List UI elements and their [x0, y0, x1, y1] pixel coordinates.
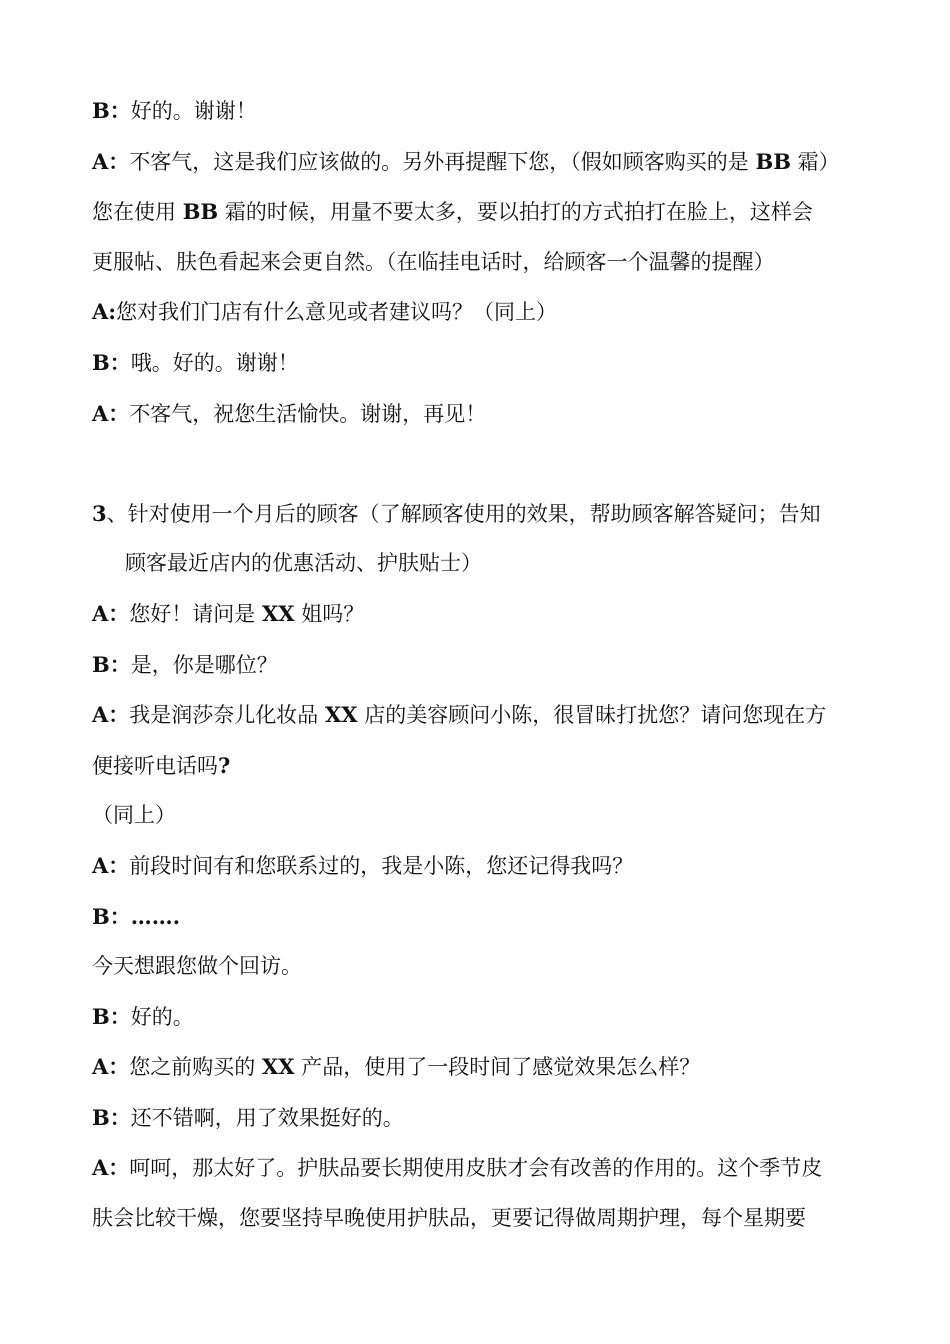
dialogue-line	[92, 1143, 862, 1194]
dialogue-line	[92, 841, 862, 892]
bold-text: XX	[261, 1054, 295, 1080]
speaker-label: A：	[92, 852, 130, 878]
speaker-label: B：	[92, 98, 131, 123]
speaker-label: A：	[92, 702, 130, 728]
line-text: 肤会比较干燥，您要坚持早晚使用护肤品，更要记得做周期护理，每个星期要	[92, 1206, 806, 1231]
line-text: 好的。谢谢！	[130, 99, 257, 123]
dialogue-line	[92, 690, 862, 741]
line-text: 店的美容顾问小陈，很冒昧打扰您？请问您现在方	[357, 703, 827, 728]
speaker-label: B：	[92, 1003, 131, 1029]
line-text: 您之前购买的	[129, 1055, 262, 1080]
line-text: 更服帖、肤色看起来会更自然。（在临挂电话时，给顾客一个温馨的提醒）	[92, 249, 775, 274]
speaker-label: A：	[92, 1155, 130, 1181]
speaker-label: B：	[92, 1104, 131, 1130]
line-text: 霜）	[790, 149, 840, 174]
line-text: （同上）	[92, 803, 176, 828]
dialogue-line	[92, 741, 862, 792]
dialogue-line	[92, 238, 862, 288]
bold-text: BB	[755, 148, 791, 174]
dialogue-line	[92, 338, 862, 389]
speaker-label: 3	[92, 500, 107, 526]
speaker-label: A：	[92, 400, 130, 426]
line-text: 今天想跟您做个回访。	[92, 954, 302, 979]
dialogue-line	[92, 791, 862, 841]
speaker-label: B：	[92, 349, 131, 375]
dialogue-line	[92, 1093, 862, 1144]
line-text: 您在使用	[92, 200, 183, 225]
dialogue-line	[92, 589, 862, 640]
line-text: 是，你是哪位？	[130, 652, 278, 677]
dialogue-line	[92, 892, 862, 943]
document-page	[92, 86, 862, 1244]
line-text: 您好！请问是	[129, 601, 262, 626]
line-text: 便接听电话吗	[92, 753, 218, 778]
line-text: 您对我们门店有什么意见或者建议吗？（同上）	[116, 300, 558, 325]
speaker-label: B：	[92, 651, 131, 677]
bold-text: XX	[324, 702, 358, 728]
speaker-label: A：	[92, 1054, 130, 1080]
bold-text: …….	[130, 903, 181, 929]
dialogue-line	[92, 539, 862, 589]
line-text: 前段时间有和您联系过的，我是小陈，您还记得我吗？	[129, 853, 634, 878]
speaker-label: A：	[92, 600, 130, 626]
line-text: 不客气，祝您生活愉快。谢谢，再见！	[129, 401, 487, 426]
speaker-label: B：	[92, 903, 131, 929]
speaker-label: A:	[92, 299, 117, 325]
dialogue-line	[92, 489, 862, 540]
dialogue-line	[92, 137, 862, 188]
paragraph-gap	[92, 439, 862, 489]
dialogue-line	[92, 942, 862, 992]
dialogue-line	[92, 1194, 862, 1244]
line-text: 我是润莎奈儿化妆品	[129, 703, 325, 728]
line-text: 不客气，这是我们应该做的。另外再提醒下您，（假如顾客购买的是	[129, 149, 756, 174]
line-text: 呵呵，那太好了。护肤品要长期使用皮肤才会有改善的作用的。这个季节皮	[129, 1156, 823, 1181]
dialogue-line	[92, 640, 862, 691]
dialogue-line	[92, 287, 862, 338]
line-text: 姐吗？	[294, 601, 365, 626]
line-text: 、针对使用一个月后的顾客（了解顾客使用的效果，帮助顾客解答疑问；告知	[106, 501, 821, 526]
dialogue-line	[92, 1042, 862, 1093]
line-text: 顾客最近店内的优惠活动、护肤贴士）	[125, 551, 482, 576]
bold-text: BB	[182, 199, 219, 225]
speaker-label: A：	[92, 148, 130, 174]
dialogue-line	[92, 86, 862, 137]
bold-text: XX	[261, 600, 295, 626]
line-text: 哦。好的。谢谢！	[130, 350, 299, 375]
bold-text: ?	[218, 752, 231, 778]
line-text: 霜的时候，用量不要太多，要以拍打的方式拍打在脸上，这样会	[218, 200, 813, 225]
dialogue-line	[92, 992, 862, 1043]
dialogue-line	[92, 187, 862, 238]
line-text: 还不错啊，用了效果挺好的。	[130, 1105, 404, 1130]
dialogue-line	[92, 389, 862, 440]
line-text: 产品，使用了一段时间了感觉效果怎么样？	[294, 1055, 701, 1080]
line-text: 好的。	[130, 1004, 194, 1029]
